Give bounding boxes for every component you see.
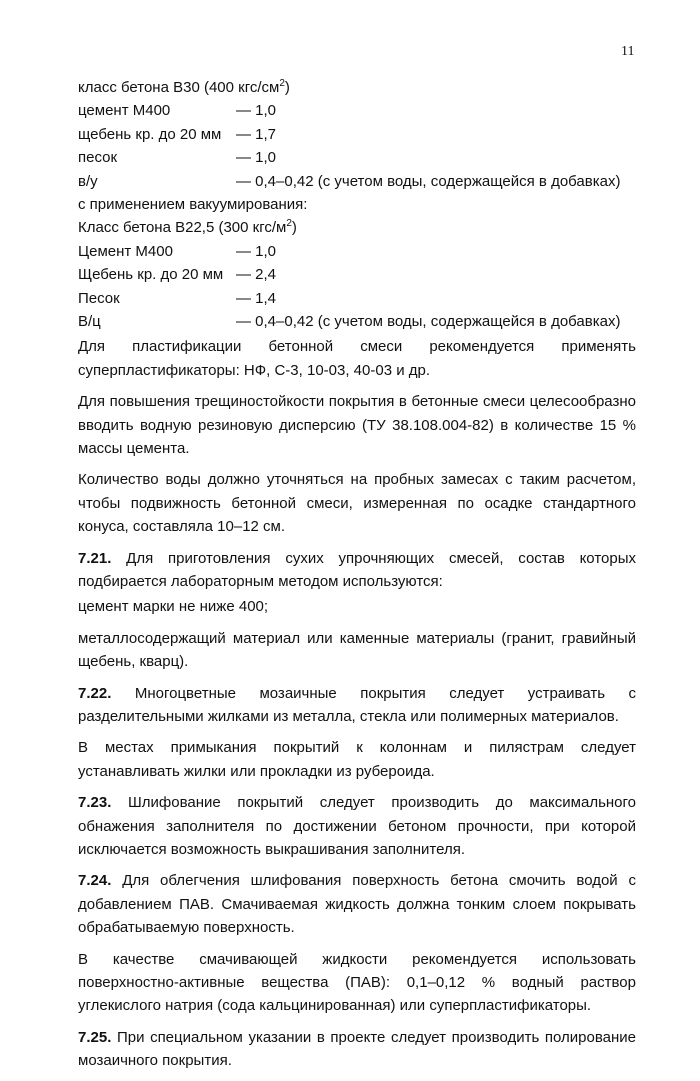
paragraph: Количество воды должно уточняться на пробных замесах с таким расчетом, чтобы подвижность бетонной смеси, измеренная по осадке стандартного конуса, составляла 10–12 см. xyxy=(78,471,636,536)
mix2-row: Цемент М400 — 1,0 xyxy=(78,242,277,260)
mix1-title: класс бетона В30 (400 кгс/$см^2$) xyxy=(78,78,290,96)
paragraph: Для пластификации бетонной смеси рекомендуется применять суперпластификаторы: НФ, С-3, 10-03, 40-03 и др. xyxy=(78,338,636,379)
mix1-row: в/у — 0,4–0,42 (с учетом воды, содержащейся в добавках) xyxy=(78,172,621,190)
mix1-row: щебень кр. до 20 мм — 1,7 xyxy=(78,125,277,143)
list-item: металлосодержащий материал или каменные материалы (гранит, гравийный щебень, кварц). xyxy=(78,629,636,671)
page-number: 11 xyxy=(621,44,635,59)
section-7-23: 7.23. Шлифование покрытий следует производить до максимального обнажения заполнителя по достижении бетоном прочности, при которой исключается возможность выкрашивания заполнителя. xyxy=(78,794,637,859)
mix2-row: В/ц — 0,4–0,42 (с учетом воды, содержащейся в добавках) xyxy=(78,312,621,330)
vacuum-heading: с применением вакуумирования: xyxy=(78,195,308,213)
list-item: цемент марки не ниже 400; xyxy=(78,598,269,616)
section-7-25: 7.25. При специальном указании в проекте следует производить полирование мозаичного покрытия. xyxy=(78,1028,636,1070)
section-7-21: 7.21. Для приготовления сухих упрочняющих смесей, состав которых подбирается лабораторным методом используются: xyxy=(78,549,636,590)
mix2-row: Песок — 1,4 xyxy=(78,289,277,307)
mix1-row: песок — 1,0 xyxy=(78,149,277,167)
section-7-22: 7.22. Многоцветные мозаичные покрытия следует устраивать с разделительными жилками из металла, стекла или полимерных материалов. xyxy=(78,684,636,725)
document-body xyxy=(78,76,636,1081)
mix2-row: Щебень кр. до 20 мм — 2,4 xyxy=(78,266,277,284)
mix2-title: Класс бетона В22,5 (300 кгс/$м^2$) xyxy=(78,218,297,237)
mix1-row: цемент М400 — 1,0 xyxy=(78,102,277,120)
paragraph: В качестве смачивающей жидкости рекомендуется использовать поверхностно-активные вещества (ПАВ): 0,1–0,12 % водный раствор углекислого натрия (сода кальцинированная) или суперпластификаторы. xyxy=(78,950,636,1015)
section-7-24: 7.24. Для облегчения шлифования поверхность бетона смочить водой с добавлением ПАВ. Смачиваемая жидкость должна тонким слоем покрывать обрабатываемую поверхность. xyxy=(78,872,636,937)
paragraph: Для повышения трещиностойкости покрытия в бетонные смеси целесообразно вводить водную резиновую дисперсию (ТУ 38.108.004-82) в количестве 15 % массы цемента. xyxy=(78,393,636,457)
paragraph: В местах примыкания покрытий к колоннам и пилястрам следует устанавливать жилки или прокладки из рубероида. xyxy=(78,739,636,780)
